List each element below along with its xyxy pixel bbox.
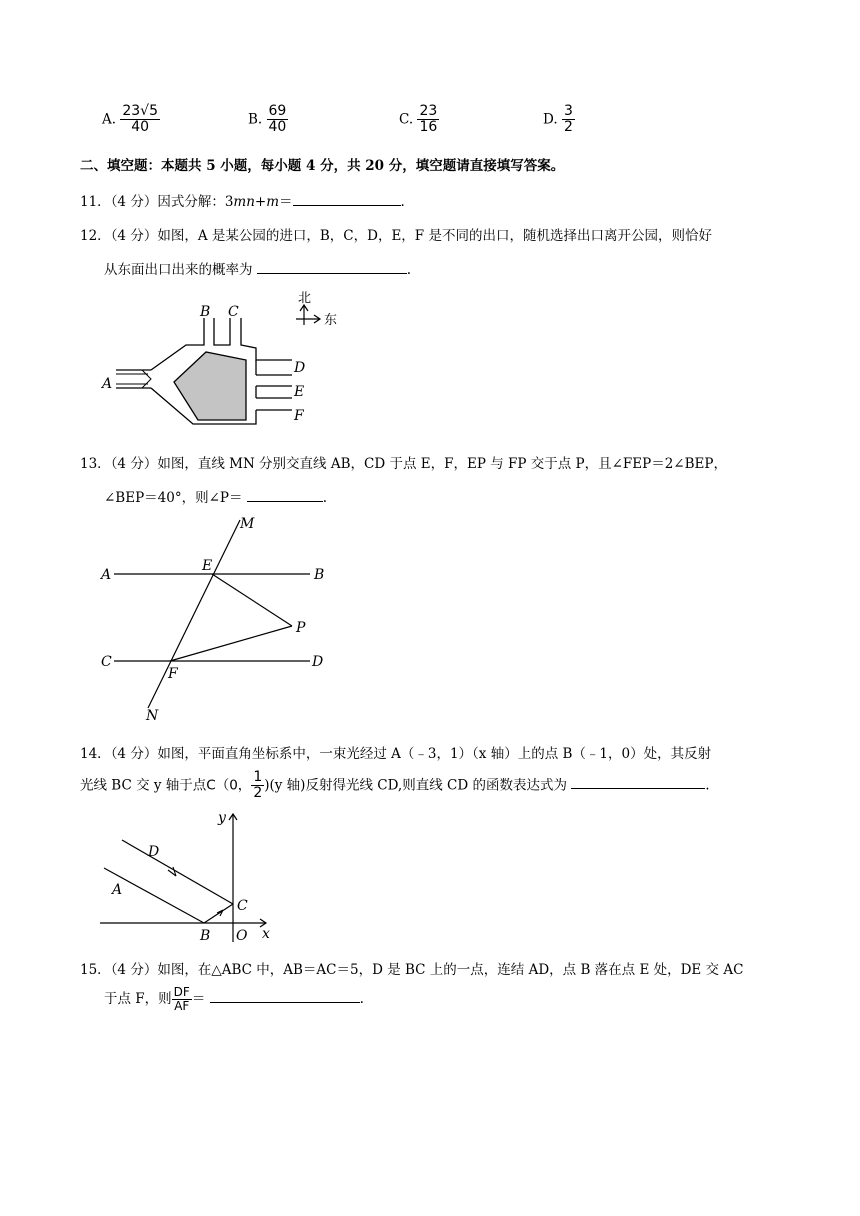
question-14-line2 <box>80 770 710 802</box>
question-11 <box>80 190 405 210</box>
answer-blank[interactable] <box>257 272 407 274</box>
question-12-line1 <box>80 224 712 244</box>
question-number: 11． <box>80 194 111 210</box>
label-A: A <box>101 567 112 583</box>
answer-blank[interactable] <box>210 1001 360 1003</box>
option-a <box>102 104 160 136</box>
question-end: . <box>406 262 412 278</box>
question-points: （4 分） <box>110 228 158 244</box>
answer-blank[interactable] <box>293 204 401 206</box>
question-15-line2 <box>104 986 364 1013</box>
parallel-lines-figure <box>98 512 338 724</box>
question-14-line1 <box>80 742 711 762</box>
question-text: ∠BEP＝40°，则∠P＝ <box>104 490 243 506</box>
question-expression: mn+m <box>233 194 280 210</box>
question-number: 13． <box>80 456 111 472</box>
question-points: （4 分） <box>110 456 158 472</box>
answer-blank[interactable] <box>247 500 323 502</box>
label-E: E <box>294 384 305 400</box>
question-text: 光线 BC 交 y 轴于点 <box>80 777 207 794</box>
wall-line <box>214 318 230 345</box>
question-number: 14． <box>80 746 111 762</box>
section-heading: 二、填空题：本题共 5 小题，每小题 4 分，共 20 分，填空题请直接填写答案。 <box>80 158 565 174</box>
label-x: x <box>262 926 270 942</box>
label-P: P <box>296 620 306 636</box>
label-C: C <box>101 654 112 670</box>
question-number: 12． <box>80 228 111 244</box>
point-c-coordinate: C（0， <box>206 777 252 794</box>
question-end: . <box>400 194 405 210</box>
ratio-fraction: $\frac{DF}{AF}$ <box>173 985 190 1014</box>
question-text: 因式分解：3 <box>157 194 234 210</box>
question-points: （4 分） <box>110 746 158 762</box>
question-end: . <box>322 490 328 506</box>
label-F: F <box>168 666 178 682</box>
question-points: （4 分） <box>110 194 158 210</box>
option-label: C. <box>399 111 414 128</box>
label-B: B <box>200 304 211 320</box>
label-B: B <box>314 567 325 583</box>
point-c-fraction: $\frac{1}{2}$ <box>253 769 263 802</box>
question-text: ＝ <box>191 991 206 1008</box>
question-12-line2 <box>104 258 411 278</box>
segment-EP <box>212 574 292 626</box>
label-D: D <box>148 844 160 860</box>
label-D: D <box>312 654 324 670</box>
label-C: C <box>237 898 248 914</box>
option-c <box>399 104 439 136</box>
label-M: M <box>240 516 255 532</box>
label-y: y <box>218 810 226 826</box>
label-N: N <box>146 708 159 724</box>
ray-BC <box>204 904 233 923</box>
question-text: 如图，A 是某公园的进口，B，C，D，E，F 是不同的出口，随机选择出口离开公园，则恰好 <box>157 228 712 244</box>
answer-blank[interactable] <box>571 787 705 789</box>
option-b <box>248 104 288 136</box>
label-A: A <box>102 376 113 392</box>
question-13-line1 <box>80 452 727 472</box>
label-A: A <box>112 882 123 898</box>
segment-FP <box>170 626 292 661</box>
ray-CD <box>122 840 233 904</box>
label-F: F <box>294 408 304 424</box>
option-fraction: $\frac{23√5}{40}$ <box>122 103 158 136</box>
wall-line <box>241 318 292 360</box>
question-text: 于点 F，则 <box>104 991 172 1008</box>
option-label: D. <box>543 111 558 128</box>
question-15-line1 <box>80 958 743 978</box>
question-text: 从东面出口出来的概率为 <box>104 262 253 278</box>
compass-arrow <box>296 315 320 323</box>
label-east: 东 <box>324 313 338 328</box>
coordinate-figure <box>96 806 286 948</box>
question-text: 如图，在△ABC 中，AB＝AC＝5，D 是 BC 上的一点，连结 AD，点 B 落在点 E 处，DE 交 AC <box>157 962 744 978</box>
label-D: D <box>294 360 306 376</box>
option-fraction: $\frac{3}{2}$ <box>563 103 573 136</box>
compass-arrow <box>300 305 308 325</box>
park-map-figure <box>96 290 366 430</box>
label-north: 北 <box>298 291 312 306</box>
question-number: 15． <box>80 962 111 978</box>
label-E: E <box>202 558 213 574</box>
question-points: （4 分） <box>110 962 158 978</box>
question-text: 如图，直线 MN 分别交直线 AB，CD 于点 E，F，EP 与 FP 交于点 P，且∠FEP＝2∠BEP， <box>157 456 727 472</box>
option-fraction: $\frac{23}{16}$ <box>419 103 438 136</box>
question-end: . <box>705 777 710 794</box>
label-O: O <box>236 928 248 944</box>
question-text: )(y 轴)反射得光线 CD,则直线 CD 的函数表达式为 <box>264 777 567 794</box>
option-fraction: $\frac{69}{40}$ <box>268 103 287 136</box>
question-text: ＝ <box>279 194 293 210</box>
question-13-line2 <box>104 486 327 506</box>
question-end: . <box>359 991 364 1008</box>
question-text: 如图，平面直角坐标系中，一束光经过 A（﹣3，1）（x 轴）上的点 B（﹣1，0）处，其反射 <box>157 746 712 762</box>
option-d <box>543 104 575 136</box>
inner-pentagon <box>174 352 246 420</box>
option-label: A. <box>102 111 117 128</box>
option-label: B. <box>248 111 263 128</box>
line-MN <box>148 520 240 708</box>
label-C: C <box>228 304 239 320</box>
label-B: B <box>200 928 211 944</box>
